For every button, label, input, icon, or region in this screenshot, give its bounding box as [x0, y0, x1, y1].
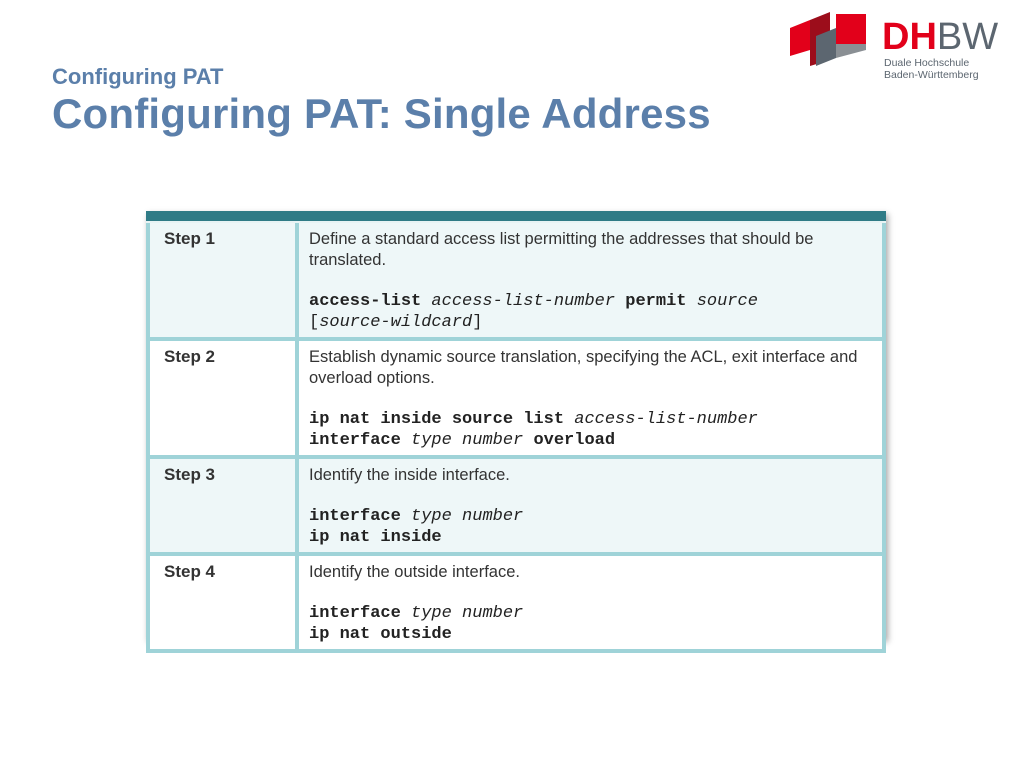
- cmd-keyword: interface: [309, 431, 401, 450]
- step-content: [295, 459, 886, 556]
- step-description: Identify the outside interface.: [309, 563, 520, 581]
- step-label: Step 2: [146, 341, 295, 459]
- step-command: [309, 409, 872, 451]
- cmd-bracket: [: [309, 313, 320, 332]
- step-content: [295, 223, 886, 341]
- step-content: [295, 341, 886, 459]
- step-command: [309, 291, 872, 333]
- cmd-argument: type number: [411, 604, 524, 623]
- pat-steps-table: [146, 211, 886, 644]
- cmd-argument: access-list-number: [574, 410, 758, 429]
- dhbw-logo-mark-icon: [788, 6, 870, 70]
- cmd-keyword: ip nat inside: [309, 528, 442, 547]
- table-row: [146, 223, 886, 341]
- cmd-keyword: interface: [309, 507, 401, 526]
- logo-bw: BW: [936, 16, 999, 58]
- table-top-bar: [146, 211, 886, 223]
- cmd-keyword: access-list: [309, 292, 422, 311]
- step-command: [309, 603, 872, 645]
- cmd-keyword: overload: [533, 431, 616, 450]
- cmd-keyword: permit: [625, 292, 687, 311]
- step-label: Step 1: [146, 223, 295, 341]
- slide-title: Configuring PAT: Single Address: [52, 90, 711, 137]
- logo-dh: DH: [882, 16, 937, 58]
- dhbw-logo: [788, 6, 1018, 86]
- slide-subtitle: Configuring PAT: [52, 64, 224, 89]
- table-row: [146, 459, 886, 556]
- step-description: Define a standard access list permitting the addresses that should be translated.: [309, 230, 814, 269]
- cmd-keyword: interface: [309, 604, 401, 623]
- step-description: Establish dynamic source translation, specifying the ACL, exit interface and overload options.: [309, 348, 858, 387]
- cmd-bracket: ]: [472, 313, 483, 332]
- cmd-argument: access-list-number: [431, 292, 616, 311]
- step-label: Step 3: [146, 459, 295, 556]
- steps-grid: [146, 223, 886, 653]
- logo-line2: Baden-Württemberg: [884, 69, 979, 81]
- cmd-argument: source: [696, 292, 758, 311]
- step-command: [309, 506, 872, 548]
- cmd-keyword: ip nat outside: [309, 625, 452, 644]
- cmd-argument: type number: [411, 507, 524, 526]
- cmd-argument: source-wildcard: [319, 313, 473, 332]
- step-label: Step 4: [146, 556, 295, 653]
- table-row: [146, 556, 886, 653]
- table-row: [146, 341, 886, 459]
- logo-wordmark: [882, 18, 998, 56]
- cmd-argument: type number: [411, 431, 524, 450]
- step-description: Identify the inside interface.: [309, 466, 510, 484]
- step-content: [295, 556, 886, 653]
- logo-line1: Duale Hochschule: [884, 57, 970, 69]
- logo-subtext: [884, 57, 979, 81]
- cmd-keyword: ip nat inside source list: [309, 410, 565, 429]
